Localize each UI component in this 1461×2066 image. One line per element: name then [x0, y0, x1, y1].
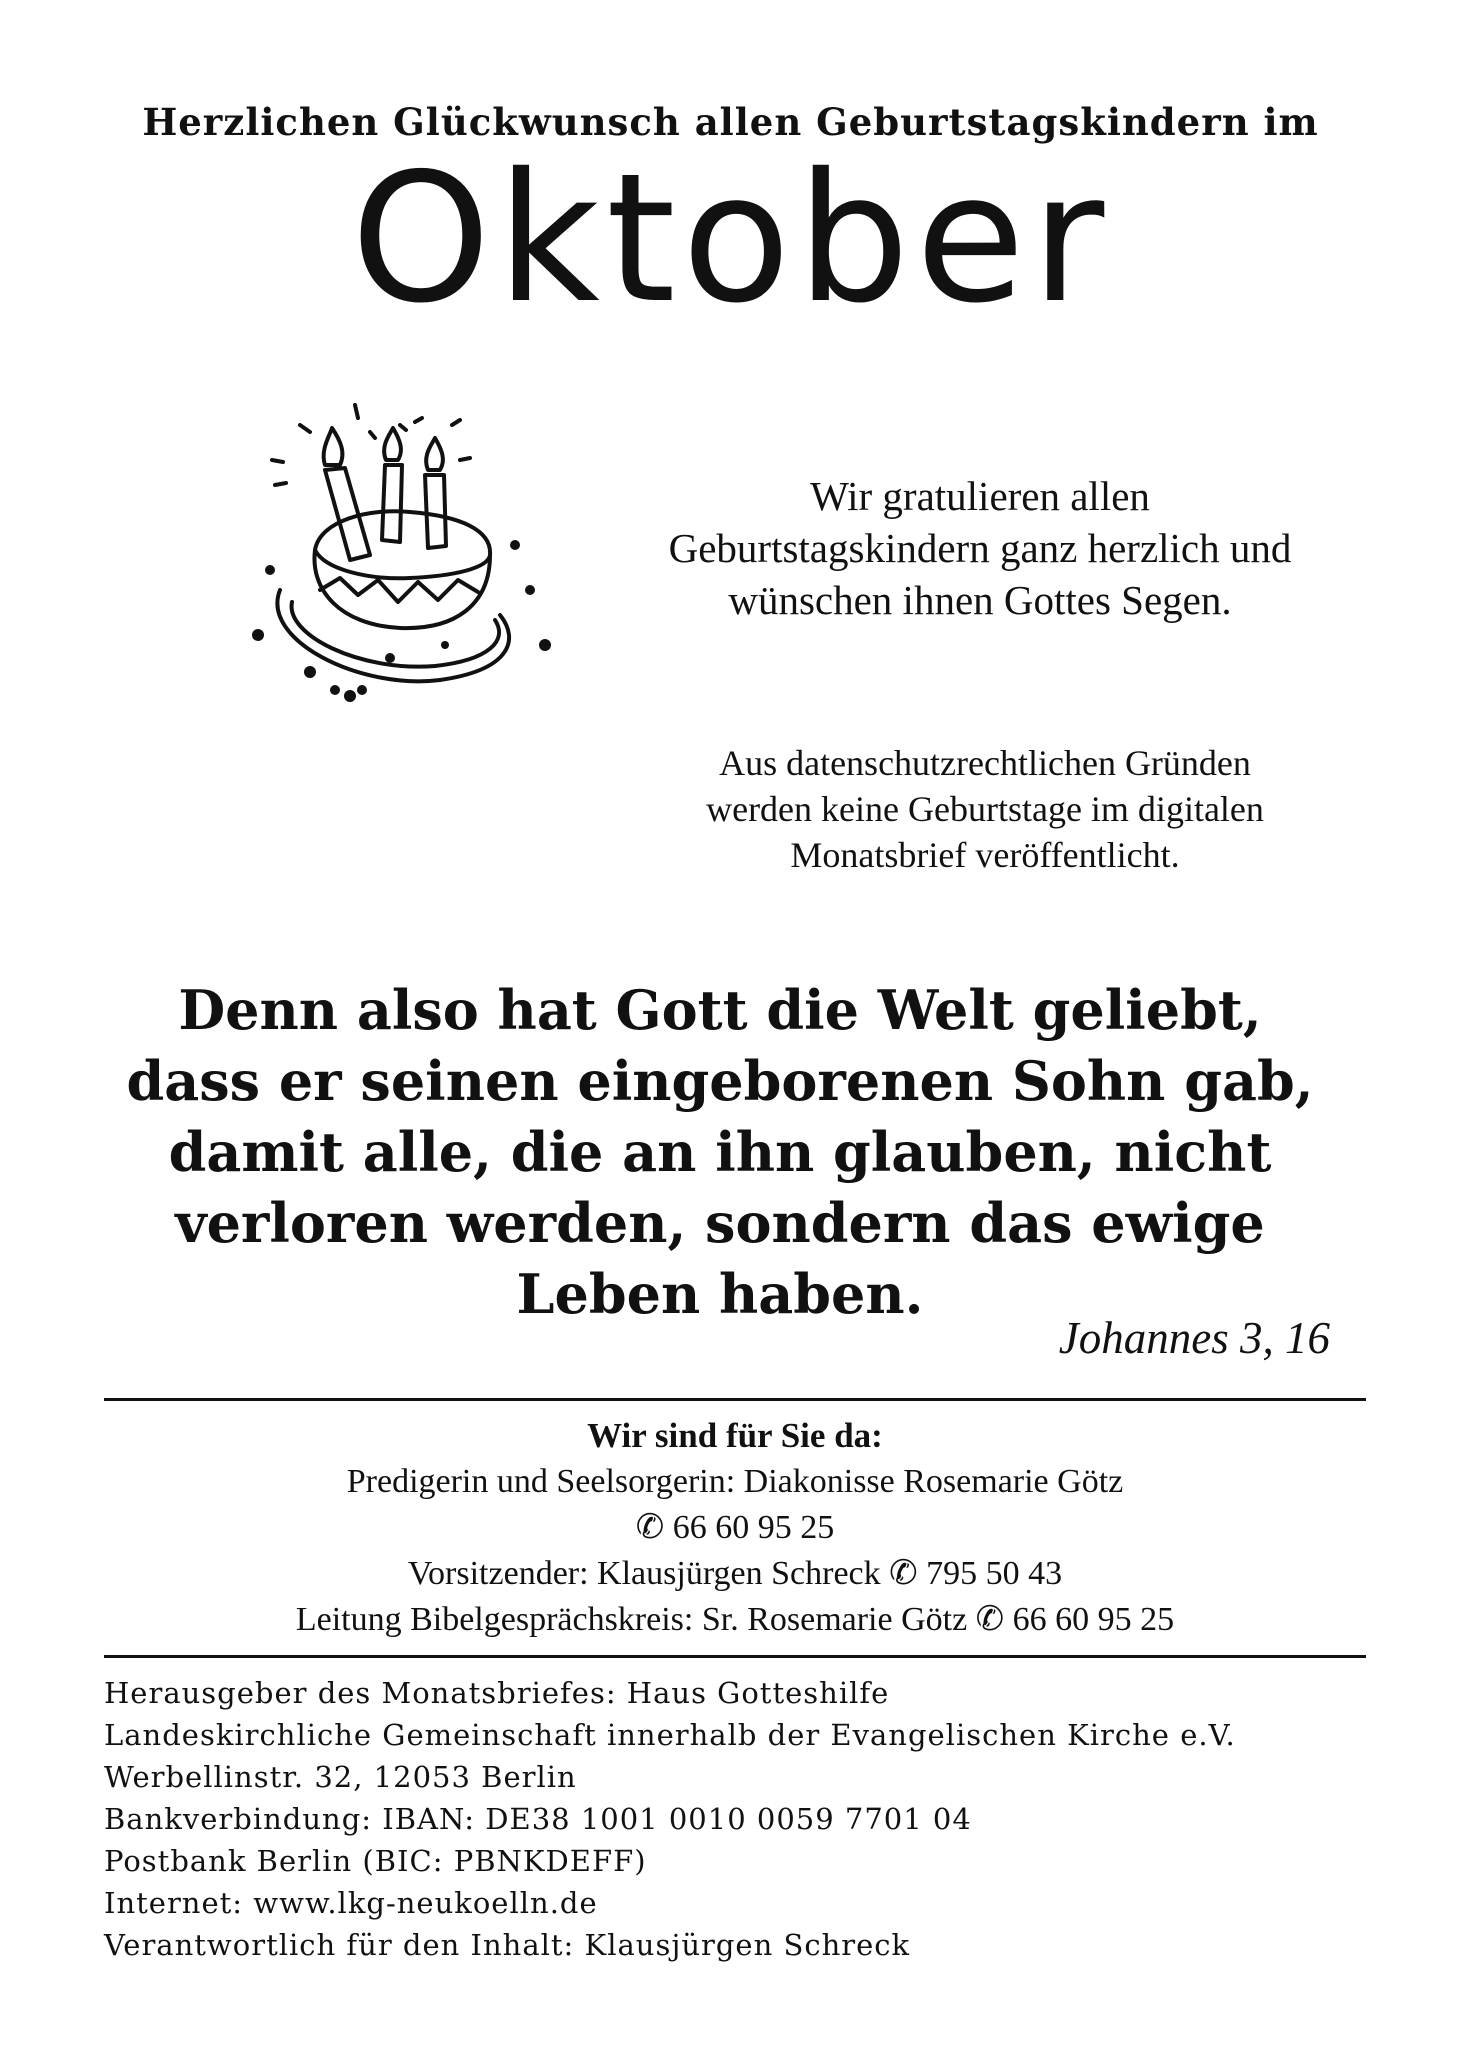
impressum [104, 1672, 1366, 1966]
contact-line: ✆ 66 60 95 25 [635, 1509, 835, 1546]
impressum-line: Postbank Berlin (BIC: PBNKDEFF) [104, 1844, 647, 1878]
impressum-line: Landeskirchliche Gemeinschaft innerhalb der Evangelischen Kirche e.V. [104, 1718, 1236, 1752]
impressum-line: Verantwortlich für den Inhalt: Klausjürgen Schreck [104, 1928, 911, 1962]
greeting-line: wünschen ihnen Gottes Segen. [728, 577, 1232, 623]
bible-verse [80, 975, 1360, 1330]
privacy-line: werden keine Geburtstage im digitalen [706, 789, 1264, 829]
verse-line: damit alle, die an ihn glauben, nicht [168, 1120, 1272, 1184]
impressum-line: Bankverbindung: IBAN: DE38 1001 0010 0059 7701 04 [104, 1802, 972, 1836]
contact-title: Wir sind für Sie da: [587, 1416, 883, 1455]
greeting-line: Wir gratulieren allen [810, 473, 1150, 519]
privacy-line: Monatsbrief veröffentlicht. [790, 835, 1180, 875]
impressum-line: Herausgeber des Monatsbriefes: Haus Gotteshilfe [104, 1676, 890, 1710]
verse-line: Leben haben. [516, 1262, 924, 1326]
contact-line: Leitung Bibelgesprächskreis: Sr. Rosemarie Götz ✆ 66 60 95 25 [295, 1601, 1175, 1638]
privacy-note [595, 740, 1375, 878]
greeting-text [575, 470, 1385, 626]
verse-reference: Johannes 3, 16 [1058, 1313, 1330, 1363]
divider-top [104, 1398, 1366, 1401]
verse-line: verloren werden, sondern das ewige [175, 1191, 1265, 1255]
greeting-line: Geburtstagskindern ganz herzlich und [668, 525, 1292, 571]
birthday-cake-icon [250, 390, 560, 710]
contact-section [104, 1413, 1366, 1643]
month-title: Oktober [350, 135, 1111, 342]
privacy-line: Aus datenschutzrechtlichen Gründen [719, 743, 1251, 783]
divider-bottom [104, 1655, 1366, 1658]
contact-line: Predigerin und Seelsorgerin: Diakonisse Rosemarie Götz [346, 1463, 1124, 1500]
contact-line: Vorsitzender: Klausjürgen Schreck ✆ 795 50 43 [407, 1555, 1063, 1592]
verse-line: dass er seinen eingeborenen Sohn gab, [126, 1049, 1314, 1113]
congrats-heading: Herzlichen Glückwunsch allen Geburtstagskindern im [142, 100, 1319, 144]
impressum-line: Werbellinstr. 32, 12053 Berlin [104, 1760, 577, 1794]
verse-line: Denn also hat Gott die Welt geliebt, [178, 978, 1262, 1042]
website-link[interactable]: Internet: www.lkg-neukoelln.de [104, 1886, 598, 1920]
